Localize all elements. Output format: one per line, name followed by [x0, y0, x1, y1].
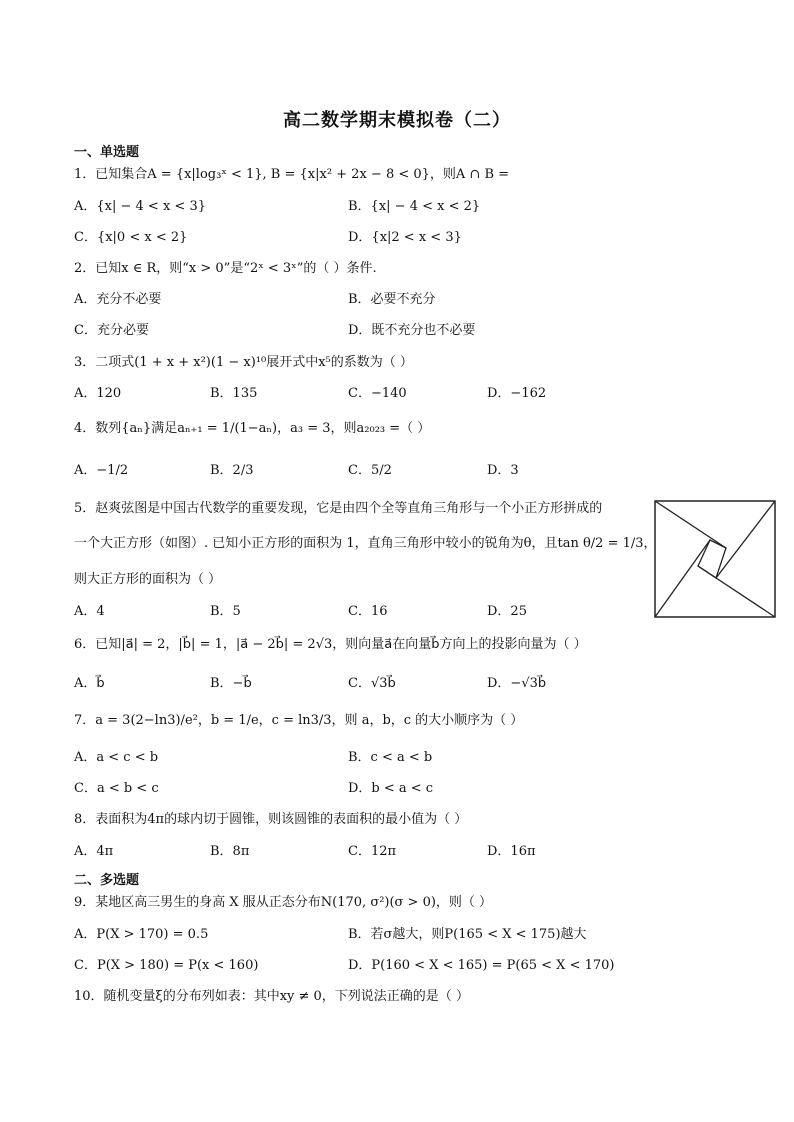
question-7-stem: 7．a = 3(2−ln3)/e²，b = 1/e，c = ln3/3，则 a，b，c 的大小顺序为（ ） — [74, 713, 524, 728]
question-5-option-d: D．25 — [487, 604, 527, 619]
page-title: 高二数学期末模拟卷（二） — [283, 110, 511, 131]
question-7-option-b: B．c < a < b — [348, 750, 433, 765]
question-1-stem: 1．已知集合A = {x|log₃ˣ < 1}, B = {x|x² + 2x − 8 < 0}，则A ∩ B = — [74, 167, 510, 182]
question-3-option-c: C．−140 — [348, 386, 407, 401]
outer-square — [655, 501, 775, 617]
inner-small-square — [698, 540, 726, 578]
question-2-option-a: A．充分不必要 — [74, 292, 162, 307]
question-2-stem: 2．已知x ∈ R，则“x > 0”是“2ˣ < 3ˣ”的（ ）条件. — [74, 261, 377, 276]
zhao-shuang-figure — [654, 500, 776, 618]
question-3-option-a: A．120 — [74, 386, 122, 401]
question-9-option-a: A．P(X > 170) = 0.5 — [74, 927, 209, 942]
triangle-hypotenuse-1 — [655, 501, 726, 548]
question-7-option-d: D．b < a < c — [348, 781, 434, 796]
question-10-stem: 10．随机变量ξ的分布列如表：其中xy ≠ 0，下列说法正确的是（ ） — [74, 989, 469, 1004]
question-7-option-c: C．a < b < c — [74, 781, 159, 796]
question-3-option-d: D．−162 — [487, 386, 547, 401]
question-5-stem-line-2: 一个大正方形（如图）. 已知小正方形的面积为 1，直角三角形中较小的锐角为θ，且tan θ/2 = 1/3， — [74, 536, 657, 551]
question-8-option-d: D．16π — [487, 844, 536, 859]
question-8-option-a: A．4π — [74, 844, 114, 859]
question-3-stem: 3．二项式(1 + x + x²)(1 − x)¹⁰展开式中x⁵的系数为（ ） — [74, 355, 413, 370]
question-4-stem: 4．数列{aₙ}满足aₙ₊₁ = 1/(1−aₙ)，a₃ = 3，则a₂₀₂₃ =（ ） — [74, 421, 431, 436]
question-4-option-a: A．−1/2 — [74, 463, 129, 478]
question-2-option-c: C．充分必要 — [74, 323, 149, 338]
question-9-option-b: B．若σ越大，则P(165 < X < 175)越大 — [348, 927, 587, 942]
question-1-option-b: B．{x| − 4 < x < 2} — [348, 199, 481, 214]
question-5-option-c: C．16 — [348, 604, 388, 619]
question-9-option-c: C．P(X > 180) = P(x < 160) — [74, 958, 259, 973]
question-2-option-d: D．既不充分也不必要 — [348, 323, 476, 338]
triangle-hypotenuse-4 — [655, 540, 710, 617]
question-2-option-b: B．必要不充分 — [348, 292, 436, 307]
question-5-option-b: B．5 — [210, 604, 241, 619]
question-5-stem-line-3: 则大正方形的面积为（ ） — [74, 572, 222, 587]
question-8-stem: 8．表面积为4π的球内切于圆锥，则该圆锥的表面积的最小值为（ ） — [74, 812, 468, 827]
question-4-option-c: C．5/2 — [348, 463, 392, 478]
question-8-option-b: B．8π — [210, 844, 250, 859]
question-1-option-d: D．{x|2 < x < 3} — [348, 230, 462, 245]
triangle-hypotenuse-2 — [716, 501, 775, 578]
question-5-stem-line-1: 5．赵爽弦图是中国古代数学的重要发现，它是由四个全等直角三角形与一个小正方形拼成的 — [74, 501, 603, 516]
question-4-option-b: B．2/3 — [210, 463, 254, 478]
question-1-option-c: C．{x|0 < x < 2} — [74, 230, 188, 245]
question-6-option-d: D．−√3b⃗ — [487, 676, 547, 691]
question-4-option-d: D．3 — [487, 463, 519, 478]
question-8-option-c: C．12π — [348, 844, 397, 859]
question-5-option-a: A．4 — [74, 604, 105, 619]
question-1-option-a: A．{x| − 4 < x < 3} — [74, 199, 206, 214]
question-9-option-d: D．P(160 < X < 165) = P(65 < X < 170) — [348, 958, 615, 973]
question-6-stem: 6．已知|a⃗| = 2，|b⃗| = 1，|a⃗ − 2b⃗| = 2√3，则向量a⃗在向量b⃗方向上的投影向量为（ ） — [74, 637, 587, 652]
section-heading-multi: 二、多选题 — [74, 873, 140, 888]
question-9-stem: 9．某地区高三男生的身高 X 服从正态分布N(170, σ²)(σ > 0)，则（ ） — [74, 895, 493, 910]
question-6-option-b: B．−b⃗ — [210, 676, 252, 691]
question-6-option-a: A．b⃗ — [74, 676, 105, 691]
question-3-option-b: B．135 — [210, 386, 258, 401]
question-7-option-a: A．a < c < b — [74, 750, 159, 765]
question-6-option-c: C．√3b⃗ — [348, 676, 396, 691]
section-heading-single: 一、单选题 — [74, 145, 140, 160]
